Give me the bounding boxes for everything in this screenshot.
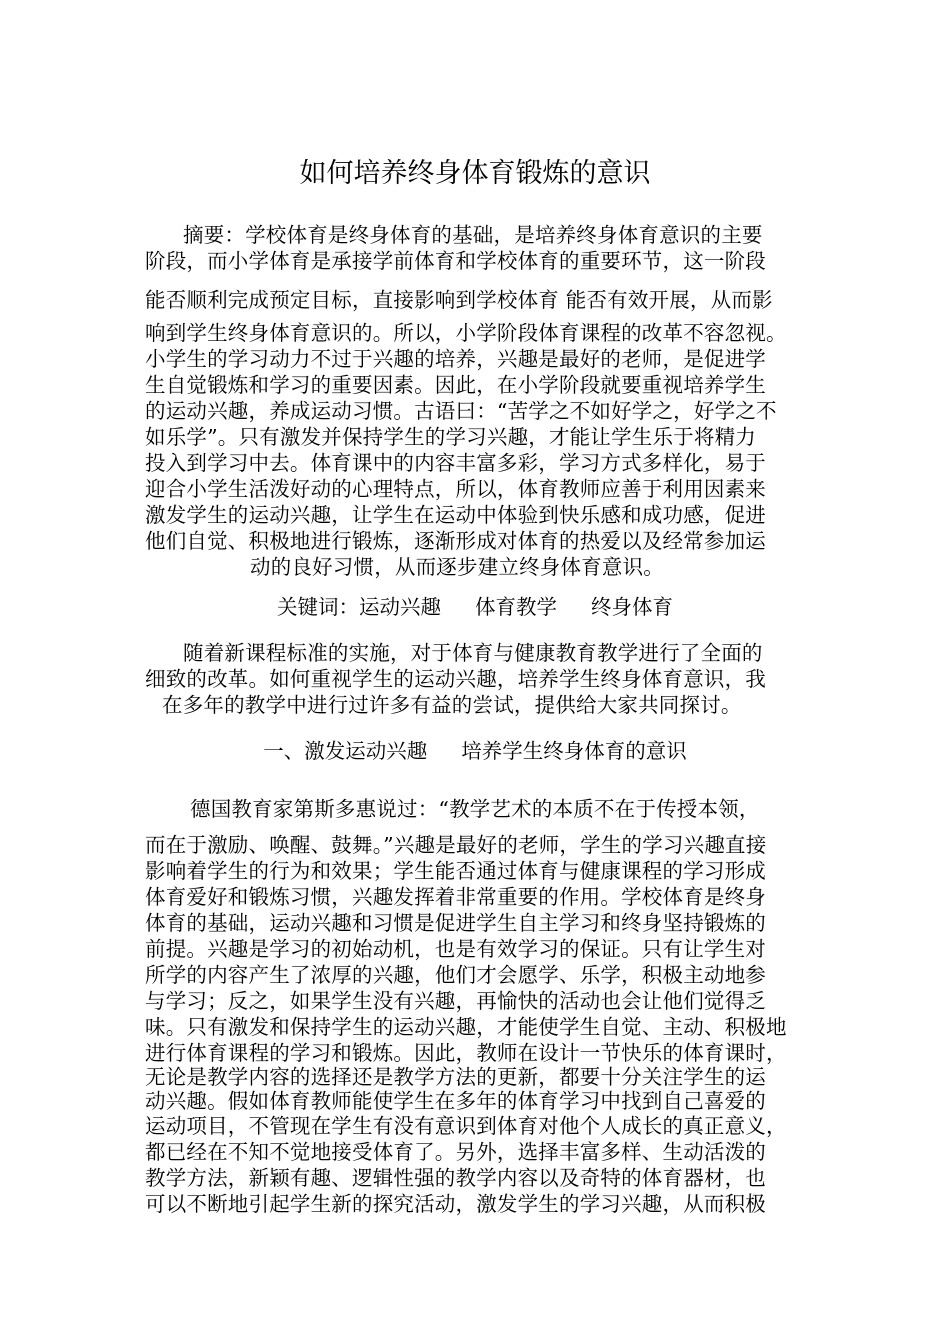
document-title: 如何培养终身体育锻炼的意识 bbox=[299, 158, 651, 189]
section-body-line: 动兴趣。假如体育教师能使学生在多年的体育学习中找到自己喜爱的 bbox=[145, 1089, 766, 1113]
intro-line: 细致的改革。如何重视学生的运动兴趣，培养学生终身体育意识，我 bbox=[145, 667, 766, 691]
abstract-line: 如乐学”。只有激发并保持学生的学习兴趣，才能让学生乐于将精力 bbox=[145, 425, 756, 449]
abstract-line: 投入到学习中去。体育课中的内容丰富多彩，学习方式多样化，易于 bbox=[145, 451, 766, 475]
section-body-line: 前提。兴趣是学习的初始动机，也是有效学习的保证。只有让学生对 bbox=[145, 937, 766, 961]
abstract-line: 的运动兴趣，养成运动习惯。古语曰：“苦学之不如好学之，好学之不 bbox=[145, 399, 777, 423]
intro-line: 在多年的教学中进行过许多有益的尝试，提供给大家共同探讨。 bbox=[162, 693, 742, 717]
section-body-line: 教学方法，新颖有趣、逻辑性强的教学内容以及奇特的体育器材，也 bbox=[145, 1166, 766, 1190]
abstract-line: 摘要：学校体育是终身体育的基础，是培养终身体育意识的主要 bbox=[183, 223, 763, 247]
section-heading: 一、激发运动兴趣 培养学生终身体育的意识 bbox=[263, 739, 687, 763]
keywords-line bbox=[0, 594, 950, 620]
abstract-line: 激发学生的运动兴趣，让学生在运动中体验到快乐感和成功感，促进 bbox=[145, 503, 766, 527]
abstract-line: 小学生的学习动力不过于兴趣的培养，兴趣是最好的老师，是促进学 bbox=[145, 347, 766, 371]
abstract-line: 能否顺利完成预定目标，直接影响到学校体育 能否有效开展，从而影 bbox=[145, 288, 773, 312]
section-body-line: 所学的内容产生了浓厚的兴趣，他们才会愿学、乐学，积极主动地参 bbox=[145, 963, 766, 987]
section-body-line: 与学习；反之，如果学生没有兴趣，再愉快的活动也会让他们觉得乏 bbox=[145, 989, 766, 1013]
abstract-line: 他们自觉、积极地进行锻炼，逐渐形成对体育的热爱以及经常参加运 bbox=[145, 529, 766, 553]
abstract-line: 动的良好习惯，从而逐步建立终身体育意识。 bbox=[250, 555, 664, 579]
section-body-line: 都已经在不知不觉地接受体育了。另外，选择丰富多样、生动活泼的 bbox=[145, 1140, 766, 1164]
abstract-line: 阶段，而小学体育是承接学前体育和学校体育的重要环节，这一阶段 bbox=[145, 249, 766, 273]
section-body-line: 影响着学生的行为和效果；学生能否通过体育与健康课程的学习形成 bbox=[145, 859, 766, 883]
keyword-item: 体育教学 bbox=[475, 595, 557, 619]
keywords-label: 关键词：运动兴趣 bbox=[277, 595, 441, 619]
section-body-line: 德国教育家第斯多惠说过：“教学艺术的本质不在于传授本领， bbox=[190, 797, 760, 821]
section-body-line: 体育爱好和锻炼习惯，兴趣发挥着非常重要的作用。学校体育是终身 bbox=[145, 885, 766, 909]
section-body-line: 而在于激励、唤醒、鼓舞。”兴趣是最好的老师，学生的学习兴趣直接 bbox=[145, 833, 767, 857]
section-body-line: 可以不断地引起学生新的探究活动，激发学生的学习兴趣，从而积极 bbox=[145, 1192, 766, 1216]
section-body-line: 味。只有激发和保持学生的运动兴趣，才能使学生自觉、主动、积极地 bbox=[145, 1015, 787, 1039]
section-body-line: 运动项目，不管现在学生有没有意识到体育对他个人成长的真正意义， bbox=[145, 1114, 787, 1138]
keyword-item: 终身体育 bbox=[591, 595, 673, 619]
section-body-line: 体育的基础，运动兴趣和习惯是促进学生自主学习和终身坚持锻炼的 bbox=[145, 911, 766, 935]
abstract-line: 生自觉锻炼和学习的重要因素。因此，在小学阶段就要重视培养学生 bbox=[145, 373, 766, 397]
section-body-line: 无论是教学内容的选择还是教学方法的更新，都要十分关注学生的运 bbox=[145, 1065, 766, 1089]
abstract-line: 迎合小学生活泼好动的心理特点，所以，体育教师应善于利用因素来 bbox=[145, 477, 766, 501]
section-body-line: 进行体育课程的学习和锻炼。因此，教师在设计一节快乐的体育课时， bbox=[145, 1041, 787, 1065]
abstract-line: 响到学生终身体育意识的。所以，小学阶段体育课程的改革不容忽视。 bbox=[145, 321, 787, 345]
intro-line: 随着新课程标准的实施，对于体育与健康教育教学进行了全面的 bbox=[183, 641, 763, 665]
